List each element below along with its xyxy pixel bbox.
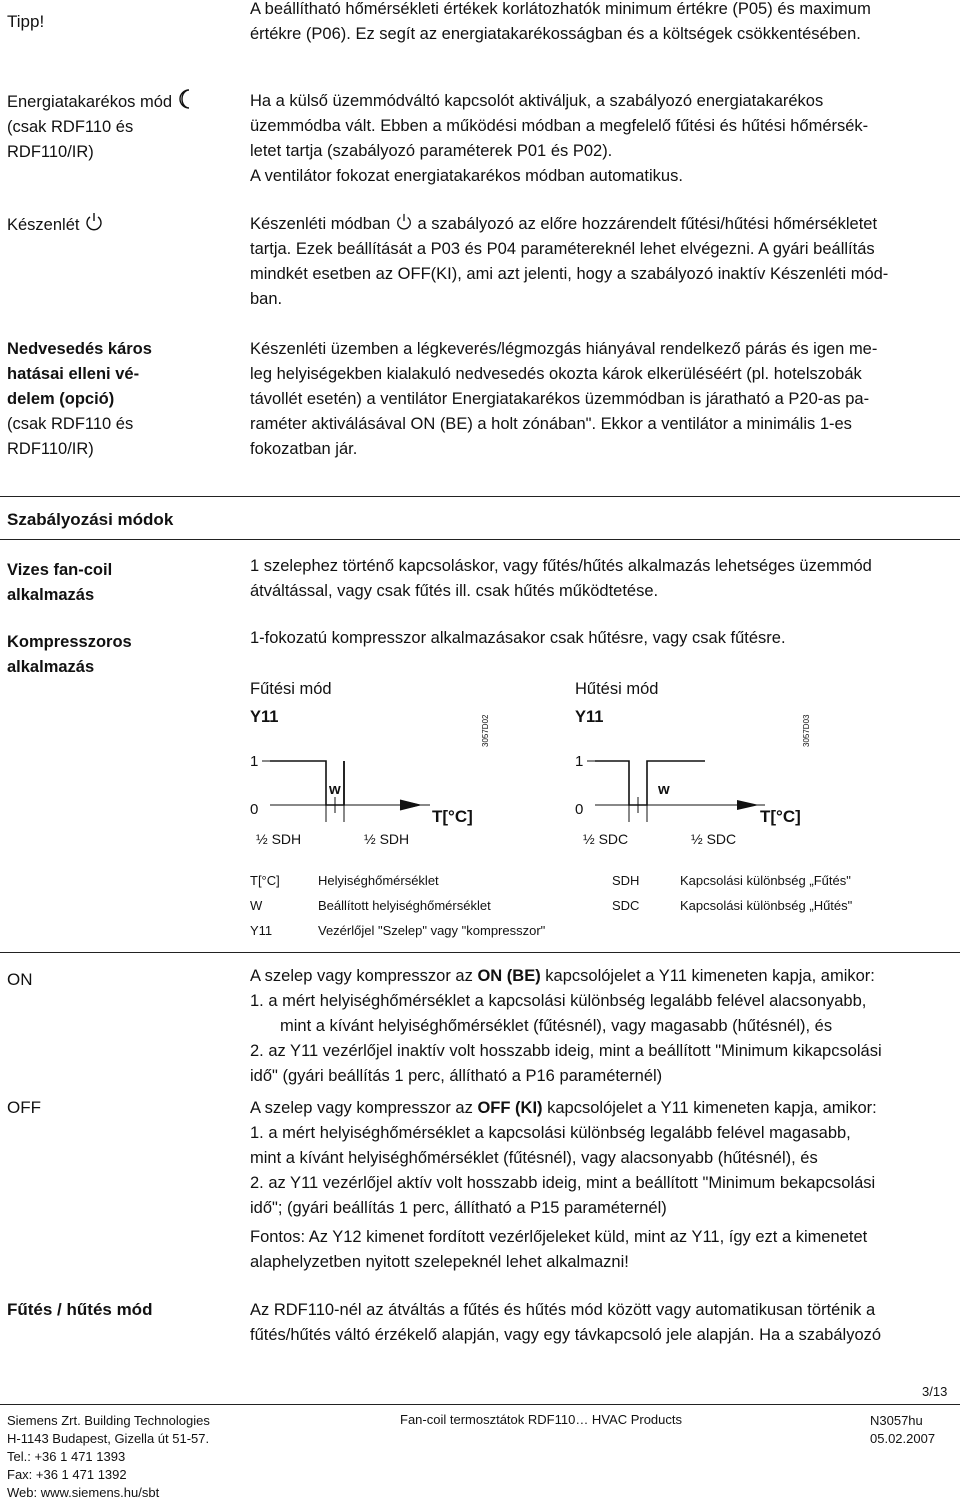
divider (0, 952, 960, 953)
section-rule-top (0, 496, 960, 497)
diagram-code: 3057D02 (481, 714, 490, 747)
footer-rule (0, 1404, 960, 1405)
on-label: ON (7, 970, 33, 989)
moon-icon (177, 89, 195, 109)
water-application-text: 1 szelephez történő kapcsoláskor, vagy fűtés/hűtés alkalmazás lehetséges üzemmód átváltással, vagy csak fűtés ill. csak hűtés működtetése. (250, 557, 872, 600)
diagram-one-label: 1 (250, 753, 259, 770)
diagram-title: Fűtési mód (250, 680, 332, 698)
switching-curve (595, 761, 705, 805)
axis-label: T[°C] (432, 807, 473, 826)
half-left-label: ½ SDH (256, 831, 302, 847)
off-note: Fontos: Az Y12 kimenet fordított vezérlőjeleket küld, mint az Y11, így ezt a kimenetet alaphelyzetben nyitott szelepeknél lehet alkalmazni! (250, 1228, 868, 1271)
half-right-label: ½ SDH (364, 831, 410, 847)
diagram-signal-label: Y11 (250, 708, 279, 726)
diagram-zero-label: 0 (575, 801, 584, 818)
footer-company: Siemens Zrt. Building Technologies H-1143 Budapest, Gizella út 51-57. Tel.: +36 1 471 1393 Fax: +36 1 471 1392 Web: www.siemens.hu/sbt (7, 1413, 210, 1500)
section-title: Szabályozási módok (7, 510, 174, 529)
compressor-application-label: Kompresszoros alkalmazás (7, 633, 132, 676)
footer-doc-title: Fan-coil termosztátok RDF110… HVAC Products (400, 1412, 682, 1427)
setpoint-label: w (329, 781, 341, 798)
standby-text: Készenléti módban a szabályozó az előre hozzárendelt fűtési/hűtési hőmérsékletet tartja. Ezek beállítását a P03 és P04 paramétereknél lehet elvégezni. A gyári beállítás mindkét esetben az OFF(KI), ami azt jelenti, hogy a szabályozó inaktív Készenléti mód- ban. (250, 215, 889, 308)
heating-mode-diagram (240, 672, 510, 852)
power-icon (395, 213, 413, 231)
diagram-code: 3057D03 (802, 714, 811, 747)
tip-text: A beállítható hőmérsékleti értékek korlátozhatók minimum értékre (P05) és maximum értékre (P06). Ez segít az energiatakarékosságban és a költségek csökkentésében. (250, 0, 871, 43)
energy-mode-label: Energiatakarékos mód (csak RDF110 és RDF110/IR) (7, 89, 237, 165)
on-text: A szelep vagy kompresszor az ON (BE) kapcsolójelet a Y11 kimeneten kapja, amikor: 1. a mért helyiséghőmérséklet a kapcsolási különbség legalább felével alacsonyabb, mint a kívánt helyiséghőmérséklet (fűtésnél), vagy magasabb (hűtésnél), és 2. az Y11 vezérlőjel inaktív volt hosszabb ideig, mint a beállított "Minimum kikapcsolási idő" (gyári beállítás 1 perc, állítható a P16 paraméternél) (250, 967, 882, 1085)
energy-mode-text: Ha a külső üzemmódváltó kapcsolót aktiváljuk, a szabályozó energiatakarékos üzemmódba vált. Ebben a működési módban a megfelelő fűtési és hűtési hőmérsék- letet tartja (szabályozó paraméterek P01 és P02). A ventilátor fokozat energiatakarékos módban automatikus. (250, 92, 869, 185)
condensation-label: Nedvesedés káros hatásai elleni vé- delem (opció) (csak RDF110 és RDF110/IR) (7, 340, 152, 458)
compressor-application-text: 1-fokozatú kompresszor alkalmazásakor csak hűtésre, vagy csak fűtésre. (250, 629, 786, 647)
power-icon (84, 212, 104, 232)
legend-row: W Beállított helyiséghőmérséklet SDC Kapcsolási különbség „Hűtés" (250, 898, 853, 913)
heat-cool-text: Az RDF110-nél az átváltás a fűtés és hűtés mód között vagy automatikusan történik a fűtés/hűtés váltó érzékelő alapján, vagy egy távkapcsoló jele alapján. Ha a szabályozó (250, 1301, 882, 1344)
cooling-mode-diagram (565, 672, 835, 852)
axis-label: T[°C] (760, 807, 801, 826)
off-label: OFF (7, 1098, 41, 1117)
diagram-title: Hűtési mód (575, 680, 659, 698)
half-right-label: ½ SDC (691, 831, 737, 847)
footer-doc-number: N3057hu 05.02.2007 (870, 1413, 936, 1446)
diagram-zero-label: 0 (250, 801, 259, 818)
standby-label: Készenlét (7, 212, 177, 238)
setpoint-label: w (658, 781, 670, 798)
tip-label: Tipp! (7, 12, 45, 31)
page-number: 3/13 (922, 1384, 948, 1399)
section-rule-bottom (0, 539, 960, 540)
condensation-text: Készenléti üzemben a légkeverés/légmozgás hiányával rendelkező párás és igen me- leg helyiségekben kialakuló nedvesedés okozta károk elkerüléséért (pl. hotelszobák távollét esetén) a ventilátor Energiatakarékos üzemmódban is járatható a P20-as pa- raméter aktiválásával ON (BE) a holt zónában". Ekkor a ventilátor a minimális 1-es fokozatban jár. (250, 340, 878, 458)
diagram-one-label: 1 (575, 753, 584, 770)
legend-row: Y11 Vezérlőjel "Szelep" vagy "kompresszor" (250, 923, 546, 938)
diagram-signal-label: Y11 (575, 708, 604, 726)
heat-cool-label: Fűtés / hűtés mód (7, 1300, 153, 1319)
half-left-label: ½ SDC (583, 831, 629, 847)
legend (250, 868, 950, 943)
off-text: A szelep vagy kompresszor az OFF (KI) kapcsolójelet a Y11 kimeneten kapja, amikor: 1. a mért helyiséghőmérséklet a kapcsolási különbség legalább felével magasabb, mint a kívánt helyiséghőmérséklet (fűtésnél), vagy alacsonyabb (hűtésnél), és 2. az Y11 vezérlőjel aktív volt hosszabb ideig, mint a beállított "Minimum bekapcsolási idő"; (gyári beállítás 1 perc, állítható a P15 paraméternél) (250, 1099, 877, 1217)
legend-row: T[°C] Helyiséghőmérséklet SDH Kapcsolási különbség „Fűtés" (250, 873, 851, 888)
water-application-label: Vizes fan-coil alkalmazás (7, 561, 113, 604)
